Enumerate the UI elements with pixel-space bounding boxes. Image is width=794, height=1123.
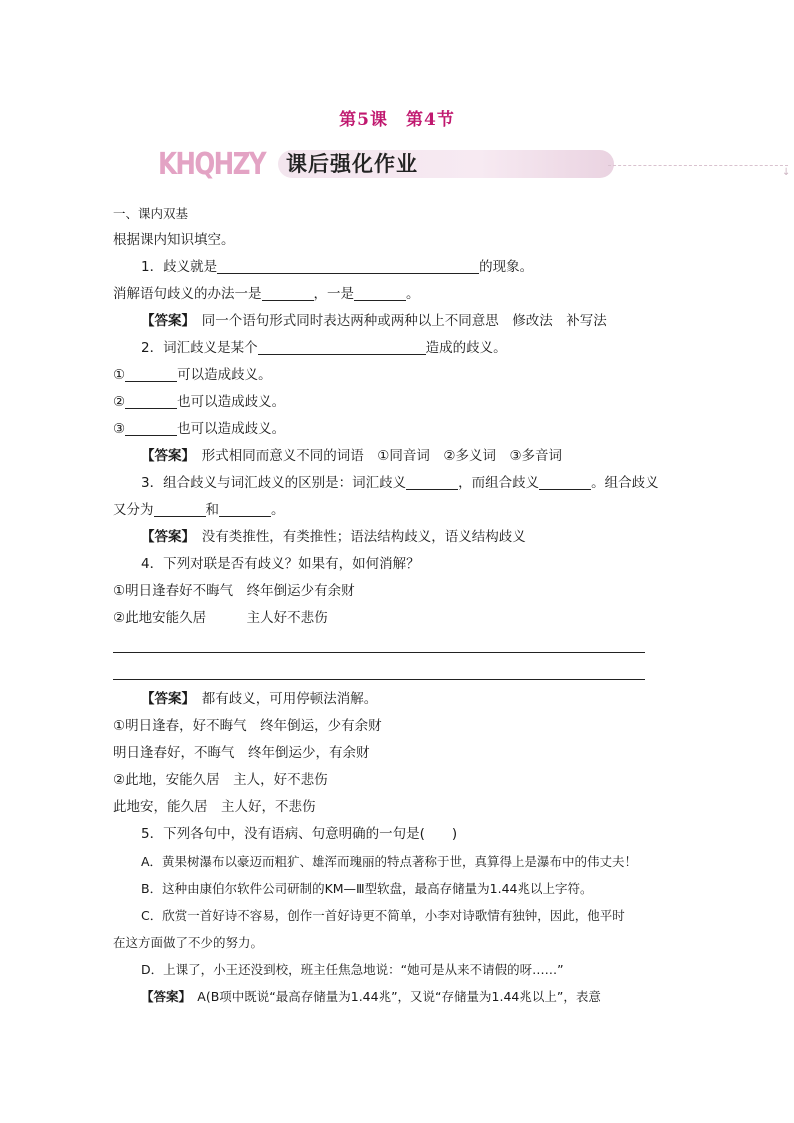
answer-label: 【答案】 bbox=[141, 989, 185, 1004]
answer-4-text: 都有歧义，可用停顿法消解。 bbox=[188, 691, 378, 707]
q2-sub-1-num: ① bbox=[113, 367, 126, 383]
q3-line2-b: 和 bbox=[205, 502, 219, 518]
question-4: 4．下列对联是否有歧义？如果有，如何消解？ bbox=[141, 556, 420, 572]
couplet-2: ②此地安能久居 主人好不悲伤 bbox=[113, 610, 328, 626]
q3-blank-2 bbox=[539, 474, 591, 490]
q2-sub-3-num: ③ bbox=[113, 421, 126, 437]
q3-blank-3 bbox=[154, 501, 206, 517]
worksheet-content bbox=[113, 200, 683, 1010]
q2-sub-3-blank bbox=[125, 420, 177, 436]
option-c-continued: 在这方面做了不少的努力。 bbox=[113, 935, 264, 950]
option-a: A．黄果树瀑布以豪迈而粗犷、雄浑而瑰丽的特点著称于世，真算得上是瀑布中的伟丈夫！ bbox=[141, 854, 638, 869]
answer-2 bbox=[113, 443, 683, 470]
question-2 bbox=[113, 335, 683, 362]
q1-blank bbox=[217, 258, 479, 274]
answer-4-line: 此地安，能久居 主人好，不悲伤 bbox=[113, 799, 316, 815]
q2-sub-2-blank bbox=[125, 393, 177, 409]
answer-3-text: 没有类推性，有类推性；语法结构歧义，语义结构歧义 bbox=[188, 529, 526, 545]
q1-line2-c: 。 bbox=[406, 286, 420, 302]
question-1 bbox=[113, 254, 683, 281]
option-d: D．上课了，小王还没到校，班主任焦急地说：“她可是从来不请假的呀……” bbox=[141, 962, 564, 977]
q1-line2-b: ，一是 bbox=[313, 286, 354, 302]
section-instruction: 根据课内知识填空。 bbox=[113, 232, 235, 248]
answer-label: 【答案】 bbox=[141, 529, 189, 545]
q3-part-b: ，而组合歧义 bbox=[458, 475, 540, 491]
option-c: C．欣赏一首好诗不容易，创作一首好诗更不简单，小李对诗歌情有独钟，因此，他平时 bbox=[141, 908, 625, 923]
answer-1 bbox=[113, 308, 683, 335]
q2-blank bbox=[258, 339, 426, 355]
page-title: 第5课 第4节 bbox=[339, 110, 455, 130]
answer-5 bbox=[113, 983, 683, 1010]
q2-prefix: 2．词汇歧义是某个 bbox=[141, 340, 258, 356]
chevron-down-icon: ↓ bbox=[782, 167, 791, 178]
q2-sub-2 bbox=[113, 389, 683, 416]
answer-4-line: ②此地，安能久居 主人，好不悲伤 bbox=[113, 772, 328, 788]
answer-2-text: 形式相同而意义不同的词语 ①同音词 ②多义词 ③多音词 bbox=[188, 448, 563, 464]
q1-blank-2 bbox=[262, 285, 314, 301]
answer-writing-line bbox=[113, 659, 683, 686]
answer-label: 【答案】 bbox=[141, 691, 189, 707]
q3-part-a: 3．组合歧义与词汇歧义的区别是：词汇歧义 bbox=[141, 475, 407, 491]
answer-5-text: A(B项中既说“最高存储量为1.44兆”，又说“存储量为1.44兆以上”，表意 bbox=[184, 989, 601, 1004]
q3-line2-a: 又分为 bbox=[113, 502, 154, 518]
question-3-line2 bbox=[113, 497, 683, 524]
q3-line2-c: 。 bbox=[271, 502, 285, 518]
q2-sub-3 bbox=[113, 416, 683, 443]
banner-logo: KHQHZY bbox=[158, 147, 265, 182]
q1-line2-a: 消解语句歧义的办法一是 bbox=[113, 286, 262, 302]
q1-blank-3 bbox=[354, 285, 406, 301]
answer-label: 【答案】 bbox=[141, 313, 189, 329]
q2-suffix: 造成的歧义。 bbox=[425, 340, 507, 356]
q2-sub-1 bbox=[113, 362, 683, 389]
q2-sub-1-blank bbox=[125, 366, 177, 382]
answer-writing-line bbox=[113, 632, 683, 659]
answer-4-line: ①明日逢春，好不晦气 终年倒运，少有余财 bbox=[113, 718, 382, 734]
banner-divider bbox=[608, 165, 788, 166]
answer-1-text: 同一个语句形式同时表达两种或两种以上不同意思 修改法 补写法 bbox=[188, 313, 607, 329]
q2-sub-1-text: 可以造成歧义。 bbox=[177, 367, 272, 383]
q2-sub-2-text: 也可以造成歧义。 bbox=[177, 394, 286, 410]
q3-blank-1 bbox=[406, 474, 458, 490]
q1-suffix: 的现象。 bbox=[479, 259, 534, 275]
answer-4-line: 明日逢春好，不晦气 终年倒运少，有余财 bbox=[113, 745, 370, 761]
q2-sub-3-text: 也可以造成歧义。 bbox=[177, 421, 286, 437]
question-1-line2 bbox=[113, 281, 683, 308]
option-b: B．这种由康伯尔软件公司研制的KM—Ⅲ型软盘，最高存储量为1.44兆以上字符。 bbox=[141, 881, 593, 896]
question-3 bbox=[113, 470, 683, 497]
q2-sub-2-num: ② bbox=[113, 394, 126, 410]
section-banner bbox=[156, 145, 791, 187]
question-5: 5．下列各句中，没有语病、句意明确的一句是( ) bbox=[141, 826, 458, 842]
answer-4 bbox=[113, 686, 683, 713]
answer-label: 【答案】 bbox=[141, 448, 189, 464]
q1-prefix: 1．歧义就是 bbox=[141, 259, 218, 275]
answer-3 bbox=[113, 524, 683, 551]
q3-blank-4 bbox=[219, 501, 271, 517]
banner-text: 课后强化作业 bbox=[286, 152, 418, 176]
couplet-1: ①明日逢春好不晦气 终年倒运少有余财 bbox=[113, 583, 355, 599]
section-heading: 一、课内双基 bbox=[113, 206, 189, 221]
q3-part-c: 。组合歧义 bbox=[591, 475, 659, 491]
